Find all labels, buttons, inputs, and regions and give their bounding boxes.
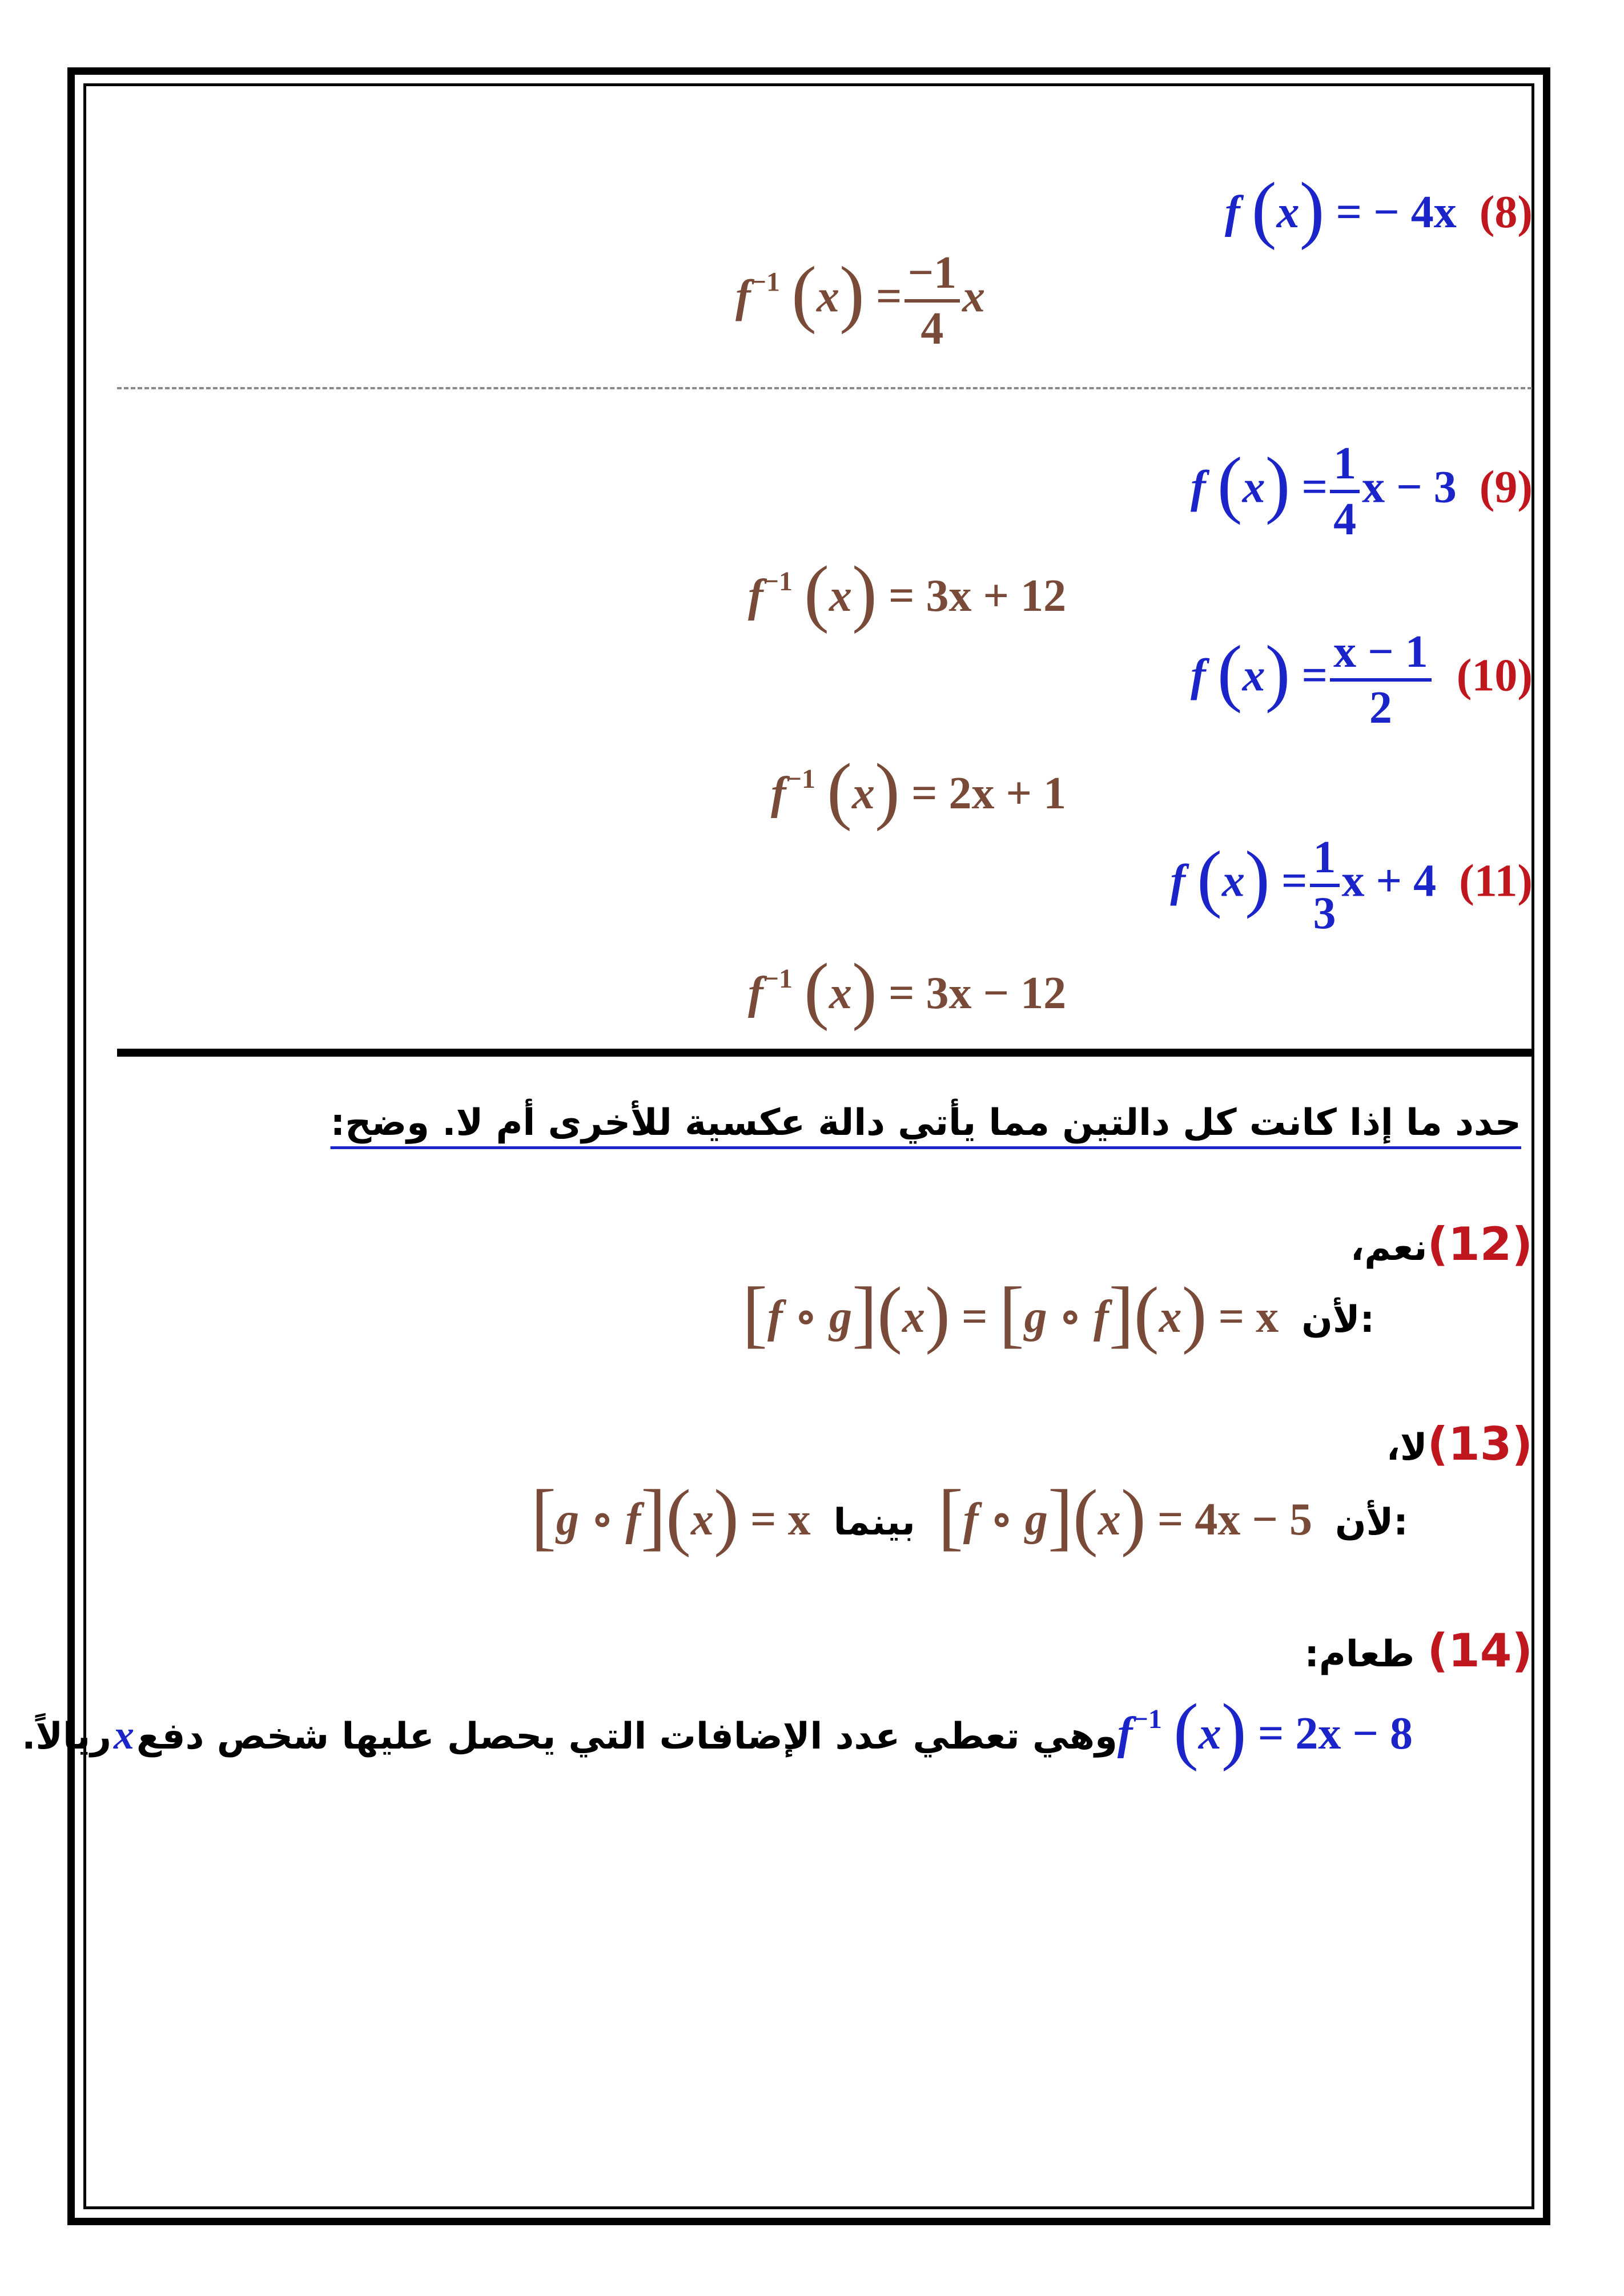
problem-10-number: (10) [1456,650,1533,701]
problem-14-statement: $f^{-1}$ (x) = 2x − 8 وهي تعطي عدد الإضافات التي يحصل عليها شخص دفع x ريالاً. [22,1693,1424,1768]
problem-9-inverse: $f^{-1}$ (x) = 3x + 12 [748,550,1067,634]
problem-13-number: (13) [1427,1417,1533,1471]
problem-12-justification: [f ∘ g](x) = [g ∘ f](x) = x لأن: [742,1271,1375,1355]
problem-11-number: (11) [1459,856,1533,907]
section-heading: حدد ما إذا كانت كل دالتين مما يأتي دالة عكسية للأخرى أم لا. وضح: [330,1102,1521,1144]
page-border-inner [83,83,1534,2209]
problem-14-answer: (14) طعام: [1304,1624,1533,1677]
problem-9-number: (9) [1479,462,1533,513]
while-word: بينما [833,1501,915,1544]
problem-14-inverse: $f^{-1}$ (x) = 2x − 8 [1117,1688,1413,1772]
problem-10-given: f (x) = $\frac{x - 1}{2}$ (10) [1190,627,1533,733]
problem-12-because: لأن: [1301,1299,1375,1341]
problem-10-inverse: $f^{-1}$ (x) = 2x + 1 [771,748,1067,832]
problem-13-justification: [g ∘ f](x) = x بينما [f ∘ g](x) = 4x − 5 لأن: [531,1474,1408,1558]
problem-13-because: لأن: [1334,1501,1408,1544]
problem-14-number: (14) [1427,1624,1533,1677]
problem-13-answer: (13)لا، [1386,1417,1533,1471]
problem-11-inverse: $f^{-1}$ (x) = 3x − 12 [748,948,1067,1032]
problem-12-answer: (12)نعم، [1350,1218,1533,1271]
problem-12-number: (12) [1427,1218,1533,1271]
dashed-separator [117,387,1532,389]
problem-11-given: f (x) = $\frac{1}{3}$ x + 4 (11) [1170,832,1533,938]
problem-8-given: f (x) = − 4x (8) [1224,167,1533,251]
problem-9-given: f (x) = $\frac{1}{4}$ x − 3 (9) [1190,438,1533,545]
problem-8-inverse: $f^{-1}$ (x) = $\frac{-1}{4}$ x [735,248,986,354]
problem-8-number: (8) [1479,187,1533,237]
solid-separator [117,1049,1532,1057]
